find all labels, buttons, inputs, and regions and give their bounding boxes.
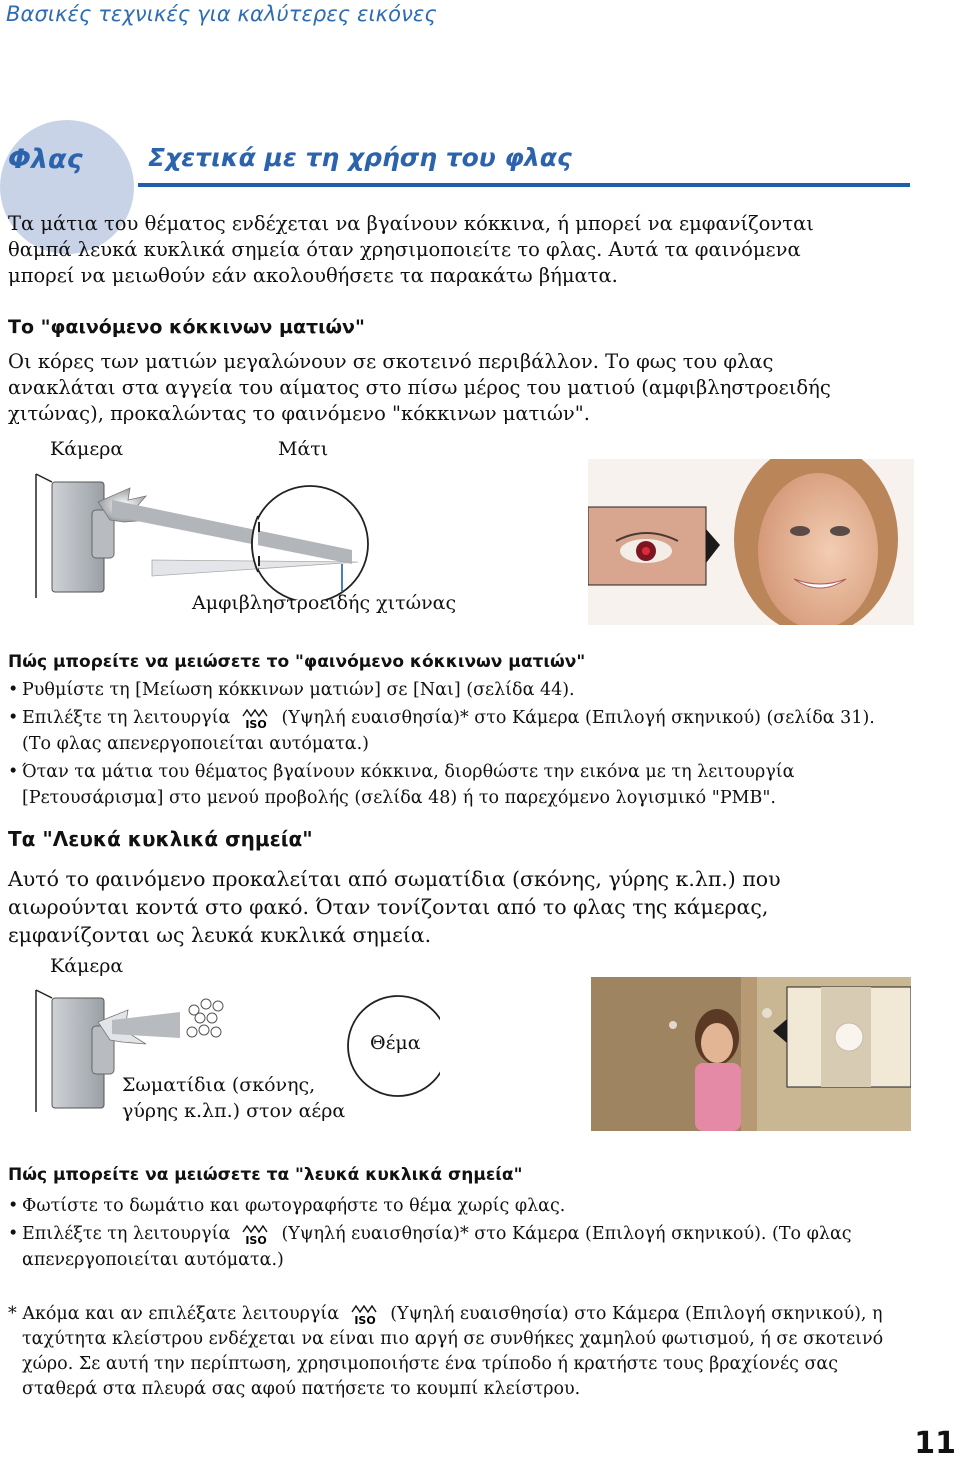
white-spots-photo xyxy=(591,977,911,1131)
footnote-text: * Ακόμα και αν επιλέξατε λειτουργία xyxy=(8,1304,340,1324)
camera-icon xyxy=(36,990,114,1112)
list-item xyxy=(8,705,948,757)
bullet-dot: • xyxy=(8,680,19,700)
intro-paragraph xyxy=(8,211,908,289)
bullet-text: (Υψηλή ευαισθησία)* στο Κάμερα (Επιλογή σκηνικού) (σελίδα 31). xyxy=(281,708,875,728)
white-spots-line: εμφανίζονται ως λευκά κυκλικά σημεία. xyxy=(8,923,432,947)
footnote-line xyxy=(8,1302,948,1327)
section-tab-label: Φλας xyxy=(8,144,83,175)
bullet-text: Όταν τα μάτια του θέματος βγαίνουν κόκκινα, διορθώστε την εικόνα με τη λειτουργία xyxy=(22,762,795,782)
red-eye-heading: Το "φαινόμενο κόκκινων ματιών" xyxy=(8,316,365,338)
running-header: Βασικές τεχνικές για καλύτερες εικόνες xyxy=(6,2,437,26)
bullet-text-line2: [Ρετουσάρισμα] στο μενού προβολής (σελίδα 48) ή το παρεχόμενο λογισμικό "PMB". xyxy=(22,788,776,808)
flash-beam xyxy=(112,500,352,564)
bullet-text: (Υψηλή ευαισθησία)* στο Κάμερα (Επιλογή σκηνικού). (Το φλας xyxy=(281,1224,852,1244)
white-spots-line: Αυτό το φαινόμενο προκαλείται από σωματίδια (σκόνης, γύρης κ.λπ.) που xyxy=(8,867,781,891)
red-eye-line: χιτώνας), προκαλώντας το φαινόμενο "κόκκινων ματιών". xyxy=(8,402,590,425)
white-spots-line: αιωρούνται κοντά στο φακό. Όταν τονίζονται από το φλας της κάμερας, xyxy=(8,895,769,919)
bullet-text: Ρυθμίστε τη [Μείωση κόκκινων ματιών] σε [Ναι] (σελίδα 44). xyxy=(22,680,575,700)
bullet-text: Φωτίστε το δωμάτιο και φωτογραφήστε το θέμα χωρίς φλας. xyxy=(22,1196,566,1216)
diagram-eye-label: Μάτι xyxy=(278,438,329,460)
bullet-text: Επιλέξτε τη λειτουργία xyxy=(22,708,231,728)
iso-high-sensitivity-icon xyxy=(242,708,270,730)
particles-icon xyxy=(187,999,223,1037)
diagram-particles-label xyxy=(122,1072,345,1124)
iso-icon-text: ISO xyxy=(245,1233,267,1246)
bullet-text-line2: (Το φλας απενεργοποιείται αυτόματα.) xyxy=(22,734,370,754)
diagram-camera-label: Κάμερα xyxy=(50,438,124,460)
red-eye-diagram xyxy=(0,460,580,600)
iso-icon-text: ISO xyxy=(353,1313,376,1326)
bullet-dot: • xyxy=(8,708,19,728)
red-eye-bullets xyxy=(8,677,948,813)
bullet-dot: • xyxy=(8,1224,19,1244)
intro-line: μπορεί να μειωθούν εάν ακολουθήσετε τα παρακάτω βήματα. xyxy=(8,264,618,287)
red-eye-photo xyxy=(588,459,914,625)
section-rule xyxy=(138,183,910,187)
red-eye-howto-heading: Πώς μπορείτε να μειώσετε το "φαινόμενο κόκκινων ματιών" xyxy=(8,652,586,672)
diagram-subject-label: Θέμα xyxy=(370,1032,421,1054)
intro-line: θαμπά λευκά κυκλικά σημεία όταν χρησιμοποιείτε το φλας. Αυτά τα φαινόμενα xyxy=(8,238,801,261)
footnote-text: (Υψηλή ευαισθησία) στο Κάμερα (Επιλογή σκηνικού), η xyxy=(390,1304,883,1324)
diagram2-camera-label: Κάμερα xyxy=(50,955,124,977)
white-spots-paragraph xyxy=(8,865,908,949)
footnote-line: σταθερά στα πλευρά σας αφού πατήσετε το κουμπί κλείστρου. xyxy=(22,1379,581,1399)
bullet-dot: • xyxy=(8,762,19,782)
camera-icon xyxy=(36,474,114,598)
iso-high-sensitivity-icon xyxy=(351,1304,379,1326)
section-title: Σχετικά με τη χρήση του φλας xyxy=(148,143,572,172)
intro-line: Τα μάτια του θέματος ενδέχεται να βγαίνουν κόκκινα, ή μπορεί να εμφανίζονται xyxy=(8,212,814,235)
list-item xyxy=(8,1221,948,1273)
iso-icon-text: ISO xyxy=(245,717,267,730)
particles-label-line: Σωματίδια (σκόνης, xyxy=(122,1074,316,1096)
bullet-text-line2: απενεργοποιείται αυτόματα.) xyxy=(22,1250,284,1270)
red-eye-line: Οι κόρες των ματιών μεγαλώνουν σε σκοτεινό περιβάλλον. Το φως του φλας xyxy=(8,350,774,373)
diagram-retina-label: Αμφιβληστροειδής χιτώνας xyxy=(192,592,457,614)
footnote xyxy=(8,1302,948,1402)
list-item xyxy=(8,677,948,703)
red-eye-paragraph xyxy=(8,349,908,427)
list-item xyxy=(8,759,948,811)
iso-high-sensitivity-icon xyxy=(242,1224,270,1246)
footnote-line: χώρο. Σε αυτή την περίπτωση, χρησιμοποιήστε ένα τρίποδο ή κρατήστε τους βραχίονές σας xyxy=(22,1354,839,1374)
particles-label-line: γύρης κ.λπ.) στον αέρα xyxy=(122,1100,346,1122)
footnote-line: ταχύτητα κλείστρου ενδέχεται να είναι πιο αργή σε συνθήκες χαμηλού φωτισμού, ή σε σκοτεινό xyxy=(22,1329,884,1349)
white-spots-howto-heading: Πώς μπορείτε να μειώσετε τα "λευκά κυκλικά σημεία" xyxy=(8,1165,523,1185)
page-number: 11 xyxy=(914,1426,956,1461)
bullet-text: Επιλέξτε τη λειτουργία xyxy=(22,1224,231,1244)
list-item xyxy=(8,1193,948,1219)
white-spots-bullets xyxy=(8,1193,948,1275)
bullet-dot: • xyxy=(8,1196,19,1216)
red-eye-line: ανακλάται στα αγγεία του αίματος στο πίσω μέρος του ματιού (αμφιβληστροειδής xyxy=(8,376,831,399)
white-spots-heading: Τα "Λευκά κυκλικά σημεία" xyxy=(8,827,313,851)
